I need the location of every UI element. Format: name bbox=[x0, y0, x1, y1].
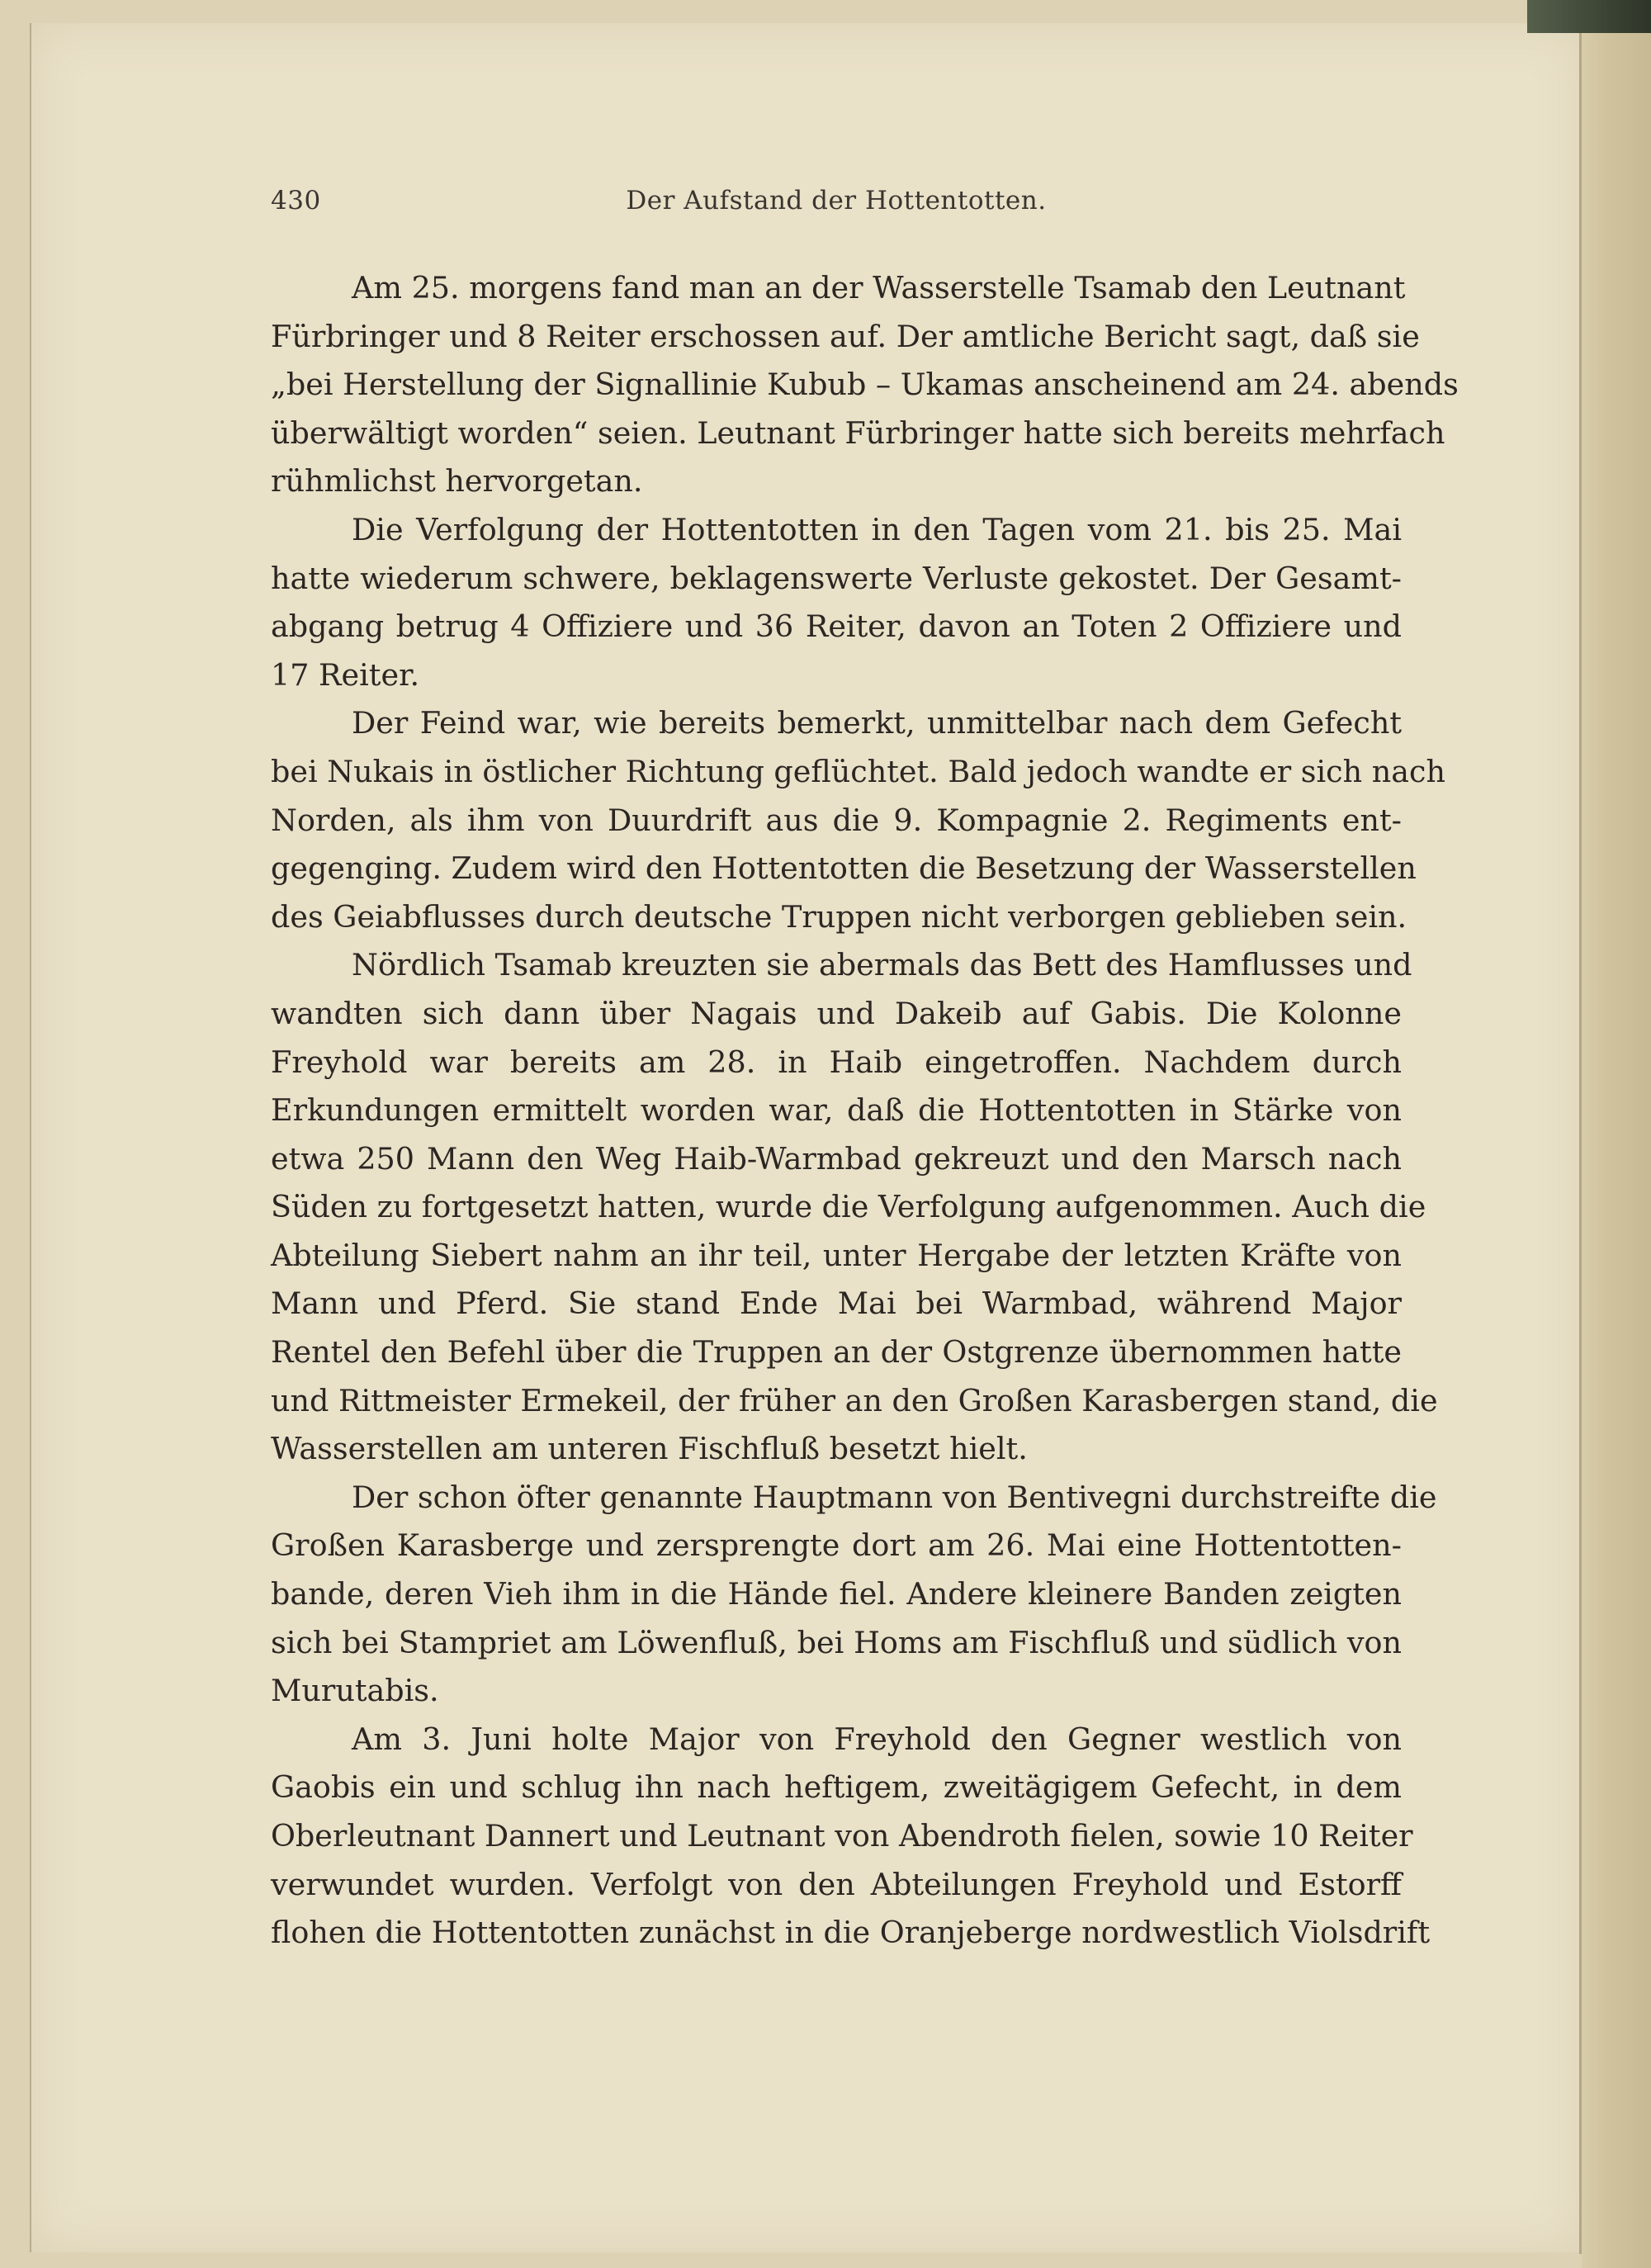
paragraph bbox=[271, 1716, 1431, 1958]
text-line: Der schon öfter genannte Hauptmann von Bentivegni durchstreifte die bbox=[352, 1479, 1437, 1515]
text-line: bande, deren Vieh ihm in die Hände fiel. Andere kleinere Banden zeigten bbox=[271, 1576, 1402, 1612]
text-line: Der Feind war, wie bereits bemerkt, unmittelbar nach dem Gefecht bbox=[352, 705, 1402, 741]
text-line: Mann und Pferd. Sie stand Ende Mai bei Warmbad, während Major bbox=[271, 1286, 1402, 1322]
paragraph bbox=[271, 941, 1438, 1474]
book-binding bbox=[1582, 0, 1651, 2268]
text-line: Nördlich Tsamab kreuzten sie abermals das Bett des Hamflusses und bbox=[352, 947, 1412, 983]
text-line: Erkundungen ermittelt worden war, daß die Hottentotten in Stärke von bbox=[271, 1092, 1402, 1129]
running-title: Der Aufstand der Hottentotten. bbox=[626, 186, 1047, 215]
text-line: Am 3. Juni holte Major von Freyhold den Gegner westlich von bbox=[352, 1721, 1402, 1757]
text-line: und Rittmeister Ermekeil, der früher an den Großen Karasbergen stand, die bbox=[271, 1382, 1438, 1418]
text-line: Gaobis ein und schlug ihn nach heftigem, zweitägigem Gefecht, in dem bbox=[271, 1769, 1402, 1806]
text-line: flohen die Hottentotten zunächst in die Oranjeberge nordwestlich Violsdrift bbox=[271, 1915, 1431, 1951]
text-line: Rentel den Befehl über die Truppen an der Ostgrenze übernommen hatte bbox=[271, 1334, 1402, 1371]
text-line: wandten sich dann über Nagais und Dakeib auf Gabis. Die Kolonne bbox=[271, 995, 1402, 1031]
text-line: verwundet wurden. Verfolgt von den Abteilungen Freyhold und Estorff bbox=[271, 1866, 1402, 1902]
text-line: Am 25. morgens fand man an der Wasserstelle Tsamab den Leutnant bbox=[352, 270, 1406, 305]
text-line: Wasserstellen am unteren Fischfluß besetzt hielt. bbox=[271, 1431, 1028, 1467]
paragraph bbox=[271, 264, 1459, 506]
body-text bbox=[271, 264, 1459, 1958]
text-line: überwältigt worden“ seien. Leutnant Fürbringer hatte sich bereits mehrfach bbox=[271, 414, 1445, 451]
text-line: Norden, als ihm von Duurdrift aus die 9. Kompagnie 2. Regiments ent- bbox=[271, 802, 1402, 838]
page-number: 430 bbox=[271, 186, 321, 215]
text-line: gegenging. Zudem wird den Hottentotten die Besetzung der Wasserstellen bbox=[271, 850, 1417, 887]
text-line: Die Verfolgung der Hottentotten in den Tagen vom 21. bis 25. Mai bbox=[352, 511, 1402, 547]
text-line: abgang betrug 4 Offiziere und 36 Reiter, davon an Toten 2 Offiziere und bbox=[271, 608, 1402, 645]
text-line: etwa 250 Mann den Weg Haib-Warmbad gekreuzt und den Marsch nach bbox=[271, 1140, 1402, 1177]
paragraph bbox=[271, 699, 1445, 941]
text-line: sich bei Stampriet am Löwenfluß, bei Homs am Fischfluß und südlich von bbox=[271, 1624, 1402, 1660]
text-line: Fürbringer und 8 Reiter erschossen auf. Der amtliche Bericht sagt, daß sie bbox=[271, 318, 1420, 354]
text-line: hatte wiederum schwere, beklagenswerte Verluste gekostet. Der Gesamt- bbox=[271, 560, 1402, 596]
paragraph bbox=[271, 1474, 1437, 1716]
text-line: 17 Reiter. bbox=[271, 656, 420, 693]
text-line: Abteilung Siebert nahm an ihr teil, unter Hergabe der letzten Kräfte von bbox=[271, 1237, 1402, 1273]
text-line: Süden zu fortgesetzt hatten, wurde die Verfolgung aufgenommen. Auch die bbox=[271, 1189, 1426, 1225]
running-head bbox=[271, 186, 1402, 227]
text-line: Freyhold war bereits am 28. in Haib eingetroffen. Nachdem durch bbox=[271, 1044, 1402, 1080]
paragraph bbox=[271, 506, 1402, 699]
text-line: des Geiabflusses durch deutsche Truppen nicht verborgen geblieben sein. bbox=[271, 898, 1407, 935]
text-line: Murutabis. bbox=[271, 1673, 439, 1709]
cover-cloth bbox=[1527, 0, 1651, 33]
text-line: rühmlichst hervorgetan. bbox=[271, 463, 643, 500]
text-line: „bei Herstellung der Signallinie Kubub – Ukamas anscheinend am 24. abends bbox=[271, 367, 1459, 403]
text-line: bei Nukais in östlicher Richtung geflüchtet. Bald jedoch wandte er sich nach bbox=[271, 753, 1445, 789]
text-line: Oberleutnant Dannert und Leutnant von Abendroth fielen, sowie 10 Reiter bbox=[271, 1818, 1413, 1854]
text-line: Großen Karasberge und zersprengte dort am 26. Mai eine Hottentotten- bbox=[271, 1527, 1402, 1564]
